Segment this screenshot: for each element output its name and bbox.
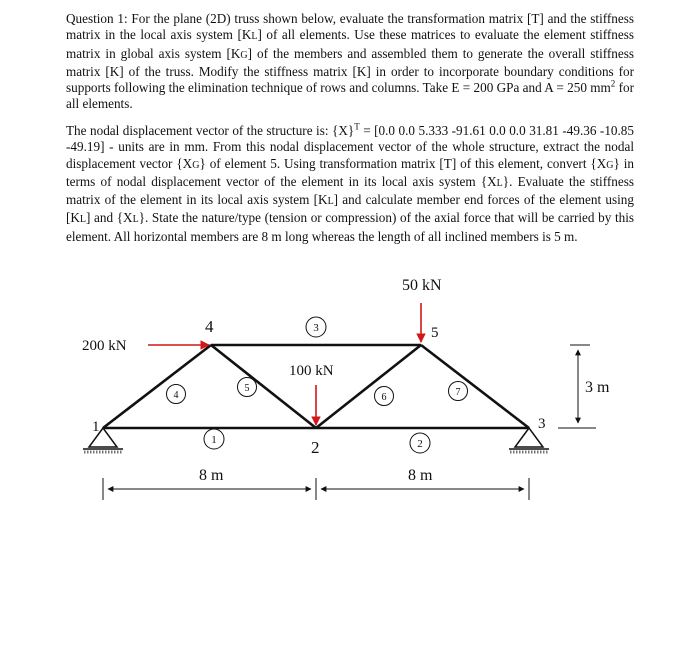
member-label-6: 6 [381, 392, 387, 403]
member-label-1: 1 [211, 434, 217, 446]
member-7-line [421, 345, 529, 428]
dimension-horizontal [103, 478, 529, 500]
member-label-2: 2 [417, 438, 423, 450]
member-4-line [103, 345, 211, 428]
member-label-4: 4 [173, 390, 179, 401]
dimension-label-right: 8 m [408, 467, 433, 484]
question-paragraph-2: The nodal displacement vector of the structure is: $\{X\}^T = [0.0$ 0.0 5.333 -91.61 0.0 0.0 31.81 -49.36 -10.85 -49.19] - units are in mm. From this nodal displacement vector of the whole structure, extract the nodal displacement vector {XG} of element 5. Using transformation matrix [T] of this element, convert {XG} in terms of nodal displacement vector of the element in its local axis system {XL}. Evaluate the stiffness matrix of the element in its local axis system [KL] and calculate member end forces of the element using [KL] and {XL}. State the nature/type (tension or compression) of the axial force that will be carried by this element. All horizontal members are 8 m long whereas the length of all inclined members is 5 m. [66, 121, 635, 244]
member-label-7: 7 [455, 387, 461, 398]
node-label-1: 1 [92, 419, 100, 435]
member-label-5: 5 [244, 383, 250, 394]
question-paragraph-1: Question 1: For the plane (2D) truss shown below, evaluate the transformation matrix [T] and the stiffness matrix in the local axis system [KL] of all elements. Use these matrices to evaluate the element stiffness matrix in global axis system [KG] of the members and assembled them to generate the overall stiffness matrix [K] of the truss. Modify the stiffness matrix [K] in order to incorporate boundary conditions for supports following the elimination technique of rows and columns. Take E = 200 GPa and A = 250 $mm^2$ for all elements. [66, 11, 634, 112]
dimension-label-height: 3 m [585, 379, 610, 396]
load-label-50kn: 50 kN [402, 277, 442, 294]
member-5-line [211, 345, 316, 428]
node-label-4: 4 [205, 317, 214, 336]
load-label-200kn: 200 kN [82, 338, 127, 354]
member-label-3: 3 [313, 322, 319, 334]
load-label-100kn: 100 kN [289, 363, 334, 379]
node-label-3: 3 [538, 416, 546, 432]
support-left [83, 428, 123, 452]
node-label-2: 2 [311, 438, 320, 457]
dimension-label-left: 8 m [199, 467, 224, 484]
node-label-5: 5 [431, 325, 439, 341]
member-6-line [316, 345, 421, 428]
member-markers [167, 317, 468, 453]
